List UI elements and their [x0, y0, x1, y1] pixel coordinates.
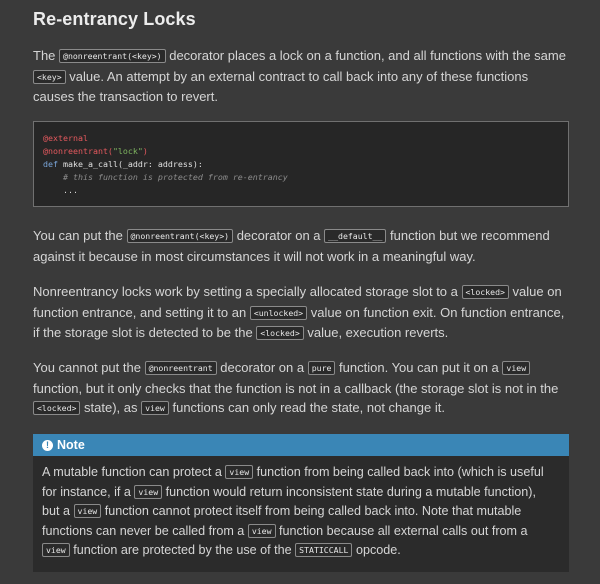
text: state), as [80, 400, 142, 415]
note-header [33, 434, 569, 456]
inline-code: view [74, 504, 102, 518]
text: You can put the [33, 228, 127, 243]
pure-view-paragraph [33, 358, 569, 419]
code-line-2-end: ) [142, 146, 148, 156]
text: function are protected by the use of the [69, 543, 296, 558]
section-title: Re-entrancy Locks [33, 9, 196, 29]
note-admonition [33, 434, 569, 572]
intro-paragraph [33, 46, 569, 107]
inline-code: view [225, 465, 253, 479]
text: function. You can put it on a [335, 360, 503, 375]
inline-code: view [502, 361, 530, 375]
code-line-3-signature: make_a_call(_addr: address): [58, 159, 203, 169]
inline-code: <key> [33, 70, 66, 84]
code-line-1: @external [43, 133, 88, 143]
code-line-2-string: "lock" [112, 146, 143, 156]
inline-code: __default__ [324, 229, 386, 243]
text: decorator places a lock on a function, and all functions with the same [165, 48, 566, 63]
text: value. An attempt by an external contract to call back into any of these functions causes the transaction to revert. [33, 68, 529, 104]
text: function cannot protect itself from being called back into. Note that mutable functions can never be called from a [42, 504, 522, 538]
text: function but we recommend against it because in most circumstances it will not work in a meaningful way. [33, 228, 550, 264]
text: value on function exit. On function entrance, if the storage slot is detected to be the [33, 304, 565, 340]
text: function from being called back into (which is useful for instance, if a [42, 465, 544, 499]
text: value on function entrance, and setting it to an [33, 284, 562, 320]
text: A mutable function can protect a [42, 465, 226, 479]
inline-code: @nonreentrant(<key>) [59, 49, 166, 63]
inline-code: pure [308, 361, 336, 375]
text: function would return inconsistent state during a mutable function), but a [42, 484, 536, 519]
note-heading: Note [57, 438, 85, 452]
inline-code: <unlocked> [250, 306, 307, 320]
inline-code: STATICCALL [295, 543, 352, 557]
inline-code: <locked> [462, 285, 509, 299]
code-line-4-comment: # this function is protected from re-entrancy [43, 172, 288, 182]
exclamation-icon: ! [42, 440, 53, 451]
inline-code: view [141, 401, 169, 415]
code-line-2-decorator: @nonreentrant( [43, 146, 113, 156]
text: The [33, 48, 60, 63]
text: functions can only read the state, not change it. [168, 400, 445, 415]
text: You cannot put the [33, 360, 145, 375]
inline-code: view [248, 524, 276, 538]
code-block [33, 121, 569, 207]
inline-code: <locked> [256, 326, 303, 340]
inline-code: view [42, 543, 70, 557]
text: Nonreentrancy locks work by setting a specially allocated storage slot to a [33, 284, 462, 299]
inline-code: @nonreentrant [145, 361, 217, 375]
code-line-3-keyword: def [43, 159, 58, 169]
text: decorator on a [233, 228, 325, 243]
code-line-5: ... [43, 185, 78, 195]
inline-code: <locked> [33, 401, 80, 415]
default-paragraph [33, 226, 569, 266]
inline-code: view [134, 485, 162, 499]
code-listing [43, 132, 288, 197]
note-body [42, 463, 556, 561]
text: function, but it only checks that the function is not in a callback (the storage slot is not in the [33, 380, 559, 396]
text: value, execution reverts. [303, 325, 449, 340]
text: opcode. [352, 543, 401, 558]
text: decorator on a [216, 360, 308, 375]
mechanism-paragraph [33, 282, 569, 344]
text: function because all external calls out from a [275, 523, 528, 538]
inline-code: @nonreentrant(<key>) [127, 229, 234, 243]
